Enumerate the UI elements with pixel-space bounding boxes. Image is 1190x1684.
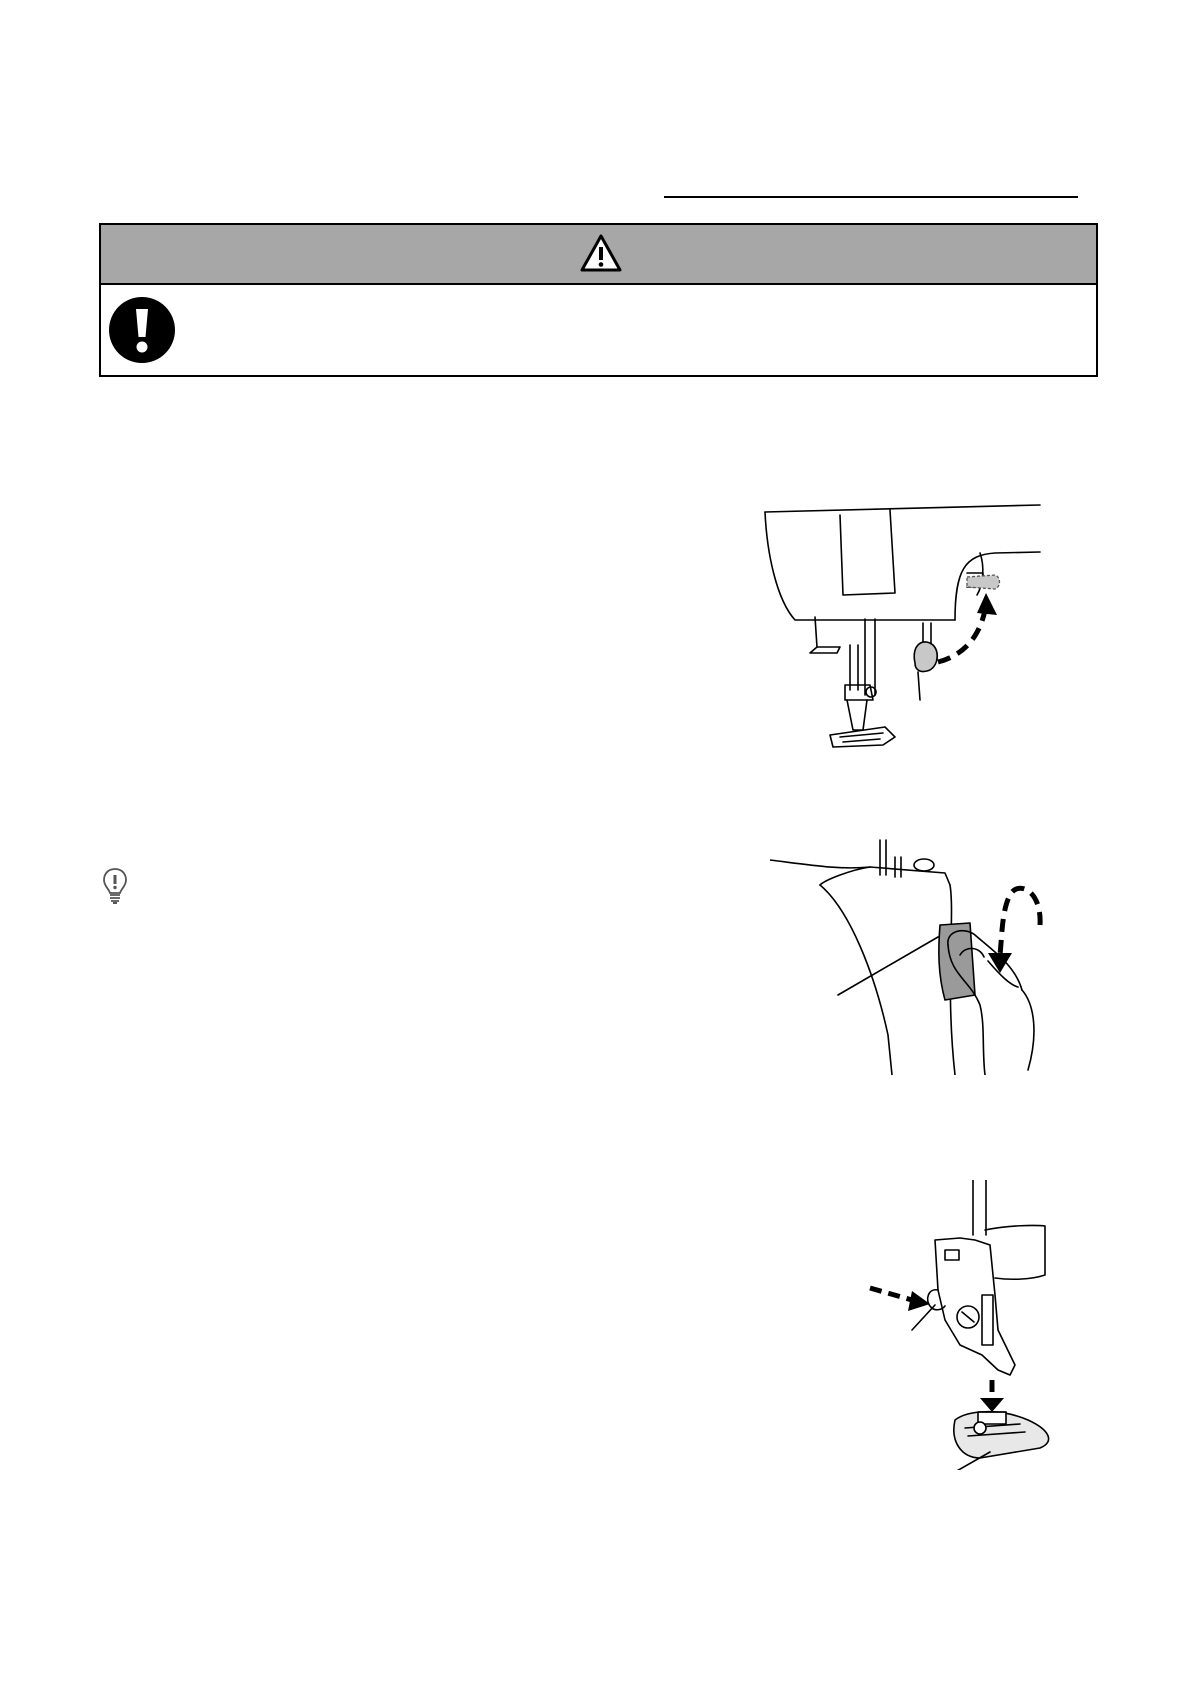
figure-attach-presser-foot	[850, 1180, 1070, 1470]
caution-box	[99, 223, 1098, 377]
figure-press-foot-release-button	[770, 835, 1060, 1075]
figure-raise-presser-foot-lever	[755, 495, 1045, 755]
caution-header-bar	[101, 225, 1096, 285]
header-rule	[664, 196, 1078, 198]
warning-triangle-icon	[579, 233, 623, 273]
exclamation-circle-icon	[107, 295, 177, 370]
lightbulb-icon	[101, 866, 129, 911]
